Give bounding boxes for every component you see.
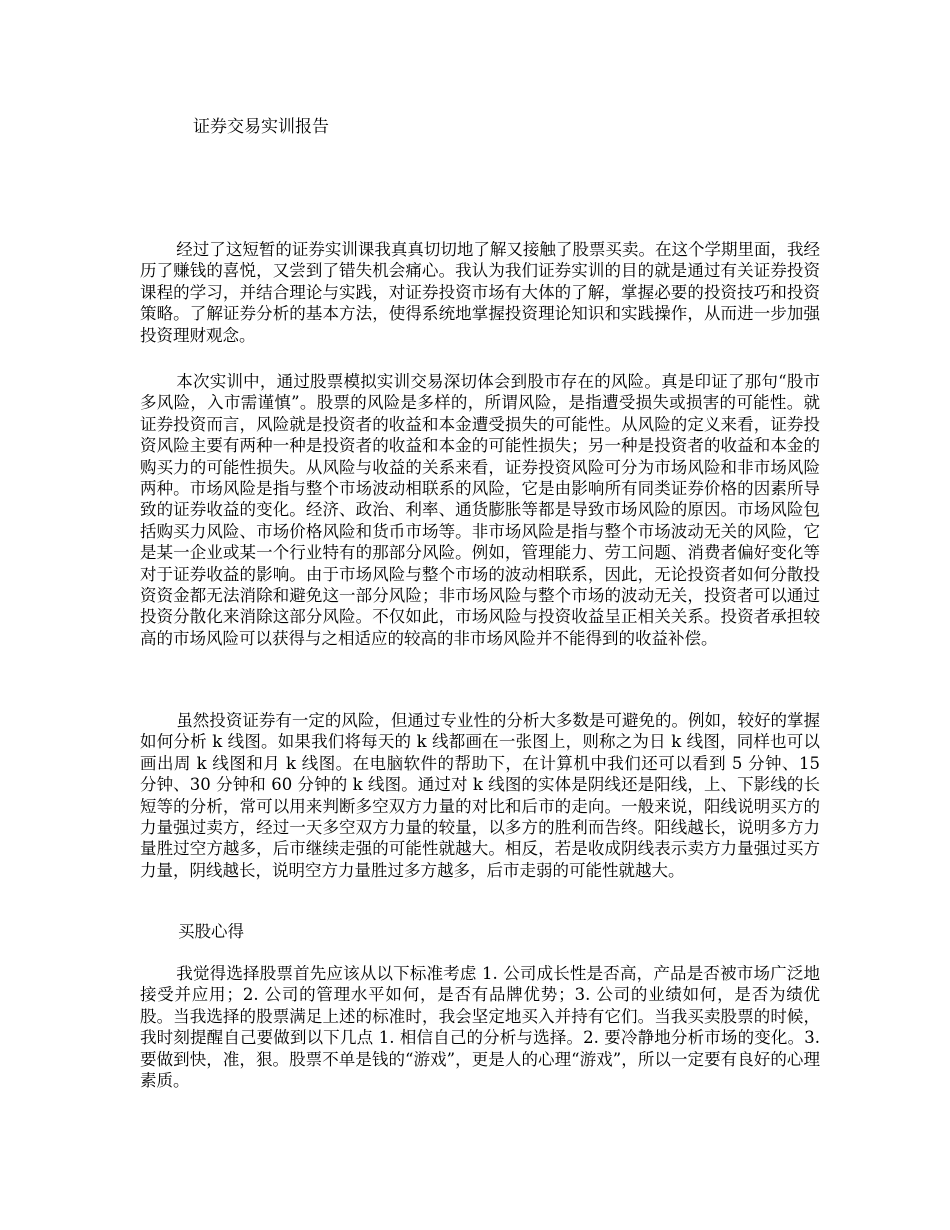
paragraph-buying-experience: 我觉得选择股票首先应该从以下标准考虑 1. 公司成长性是否高，产品是否被市场广泛地接受并应用；2. 公司的管理水平如何，是否有品牌优势；3. 公司的业绩如何，是否为绩优股。当我选择的股票满足上述的标准时，我会坚定地买入并持有它们。当我买卖股票的时候，我时刻提醒自己要做到以下几点 1. 相信自己的分析与选择。2. 要冷静地分析市场的变化。3. 要做到快，准，狠。股票不单是钱的“游戏”，更是人的心理“游戏”，所以一定要有良好的心理素质。 bbox=[140, 964, 820, 1091]
paragraph-intro: 经过了这短暂的证券实训课我真真切切地了解又接触了股票买卖。在这个学期里面，我经历了赚钱的喜悦，又尝到了错失机会痛心。我认为我们证券实训的目的就是通过有关证券投资课程的学习，并结合理论与实践，对证券投资市场有大体的了解，掌握必要的投资技巧和投资策略。了解证券分析的基本方法，使得系统地掌握投资理论知识和实践操作，从而进一步加强投资理财观念。 bbox=[140, 240, 820, 345]
section-heading: 买股心得 bbox=[178, 922, 244, 941]
document-title: 证券交易实训报告 bbox=[193, 117, 329, 137]
paragraph-kline: 虽然投资证券有一定的风险，但通过专业性的分析大多数是可避免的。例如，较好的掌握如何分析 k 线图。如果我们将每天的 k 线都画在一张图上，则称之为日 k 线图，同样也可以画出周 k 线图和月 k 线图。在电脑软件的帮助下，在计算机中我们还可以看到 5 分钟、15 分钟、30 分钟和 60 分钟的 k 线图。通过对 k 线图的实体是阴线还是阳线，上、下影线的长短等的分析，常可以用来判断多空双方力量的对比和后市的走向。一般来说，阳线说明买方的力量强过卖方，经过一天多空双方力量的较量，以多方的胜利而告终。阳线越长，说明多方力量胜过空方越多，后市继续走强的可能性就越大。相反，若是收成阴线表示卖方力量强过买方力量，阴线越长，说明空方力量胜过多方越多，后市走弱的可能性就越大。 bbox=[140, 711, 820, 880]
paragraph-risk: 本次实训中，通过股票模拟实训交易深切体会到股市存在的风险。真是印证了那句“股市多风险，入市需谨慎”。股票的风险是多样的，所谓风险，是指遭受损失或损害的可能性。就证券投资而言，风险就是投资者的收益和本金遭受损失的可能性。从风险的定义来看，证券投资风险主要有两种一种是投资者的收益和本金的可能性损失；另一种是投资者的收益和本金的购买力的可能性损失。从风险与收益的关系来看，证券投资风险可分为市场风险和非市场风险两种。市场风险是指与整个市场波动相联系的风险，它是由影响所有同类证券价格的因素所导致的证券收益的变化。经济、政治、利率、通货膨胀等都是导致市场风险的原因。市场风险包括购买力风险、市场价格风险和货币市场等。非市场风险是指与整个市场波动无关的风险，它是某一企业或某一个行业特有的那部分风险。例如，管理能力、劳工问题、消费者偏好变化等对于证券收益的影响。由于市场风险与整个市场的波动相联系，因此，无论投资者如何分散投资资金都无法消除和避免这一部分风险；非市场风险与整个市场的波动无关，投资者可以通过投资分散化来消除这部分风险。不仅如此，市场风险与投资收益呈正相关关系。投资者承担较高的市场风险可以获得与之相适应的较高的非市场风险并不能得到的收益补偿。 bbox=[140, 372, 820, 648]
